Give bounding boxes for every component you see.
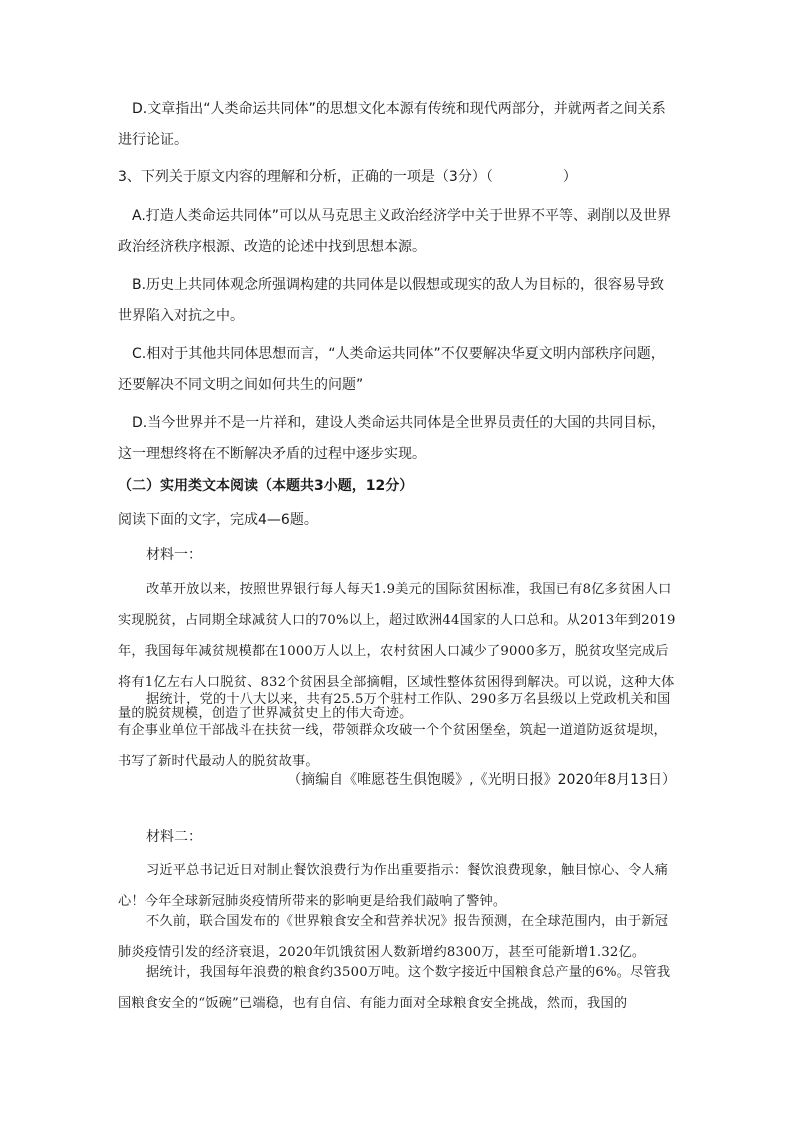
material2-paragraph-1: 习近平总书记近日对制止餐饮浪费行为作出重要指示：餐饮浪费现象，触目惊心、令人痛心！今年全球新冠肺炎疫情所带来的影响更是给我们敲响了警钟。: [118, 863, 669, 909]
material2-paragraph-3: 据统计，我国每年浪费的粮食约3500万吨。这个数字接近中国粮食总产量的6%。尽管我国粮食安全的“饭碗”已端稳，也有自信、有能力面对全球粮食安全挑战，然而，我国的: [118, 965, 671, 1011]
material2-label: 材料二：: [146, 829, 202, 845]
q3-option-b: B.历史上共同体观念所强调构建的共同体是以假想或现实的敌人为目标的，很容易导致世界陷入对抗之中。: [118, 277, 665, 324]
q3-stem: [118, 162, 676, 193]
material1-label: 材料一：: [146, 547, 202, 563]
material2-paragraph-2: 不久前，联合国发布的《世界粮食安全和营养状况》报告预测，在全球范围内，由于新冠肺炎疫情引发的经济衰退，2020年饥饿贫困人数新增约8300万，甚至可能新增1.32亿。: [118, 914, 669, 960]
q3-stem-close: ）: [562, 169, 577, 185]
material1-paragraph-1: 改革开放以来，按照世界银行每人每天1.9美元的国际贫困标准，我国已有8亿多贫困人口实现脱贫，占同期全球减贫人口的70%以上，超过欧洲44国家的人口总和。从2013年到2019年，我国每年减贫规模都在1000万人以上，农村贫困人口减少了9000多万，脱贫攻坚完成后将有1亿左右人口脱贫、832个贫困县全部摘帽，区域性整体贫困得到解决。可以说，这种大体量的脱贫规模，创造了世界减贫史上的伟大奇迹。: [118, 582, 676, 721]
q3-option-d: D.当今世界并不是一片祥和，建设人类命运共同体是全世界员责任的大国的共同目标，这一理想终将在不断解决矛盾的过程中逐步实现。: [118, 415, 666, 462]
section-instruction: 阅读下面的文字，完成4—6题。: [118, 512, 318, 528]
q3-option-c: C.相对于其他共同体思想而言，“人类命运共同体”不仅要解决华夏文明内部秩序问题，还要解决不同文明之间如何共生的问题”: [118, 346, 665, 393]
q3-option-a: A.打造人类命运共同体”可以从马克思主义政治经济学中关于世界不平等、剥削以及世界政治经济秩序根源、改造的论述中找到思想本源。: [118, 208, 672, 255]
q3-stem-text: 3、下列关于原文内容的理解和分析，正确的一项是（3分）（: [118, 169, 493, 185]
material1-paragraph-2: 据统计，党的十八大以来，共有25.5万个驻村工作队、290多万名县级以上党政机关和国有企事业单位干部战斗在扶贫一线，带领群众攻破一个个贫困堡垒，筑起一道道防返贫堤坝，书写了新时代最动人的脱贫故事。: [118, 692, 671, 769]
q2-option-d: D.文章指出“人类命运共同体”的思想文化本源有传统和现代两部分，并就两者之间关系进行论证。: [118, 101, 666, 148]
section-title: （二）实用类文本阅读（本题共3小题，12分）: [118, 478, 414, 494]
material1-source: （摘编自《唯愿苍生俱饱暖》,《光明日报》2020年8月13日）: [287, 772, 676, 788]
